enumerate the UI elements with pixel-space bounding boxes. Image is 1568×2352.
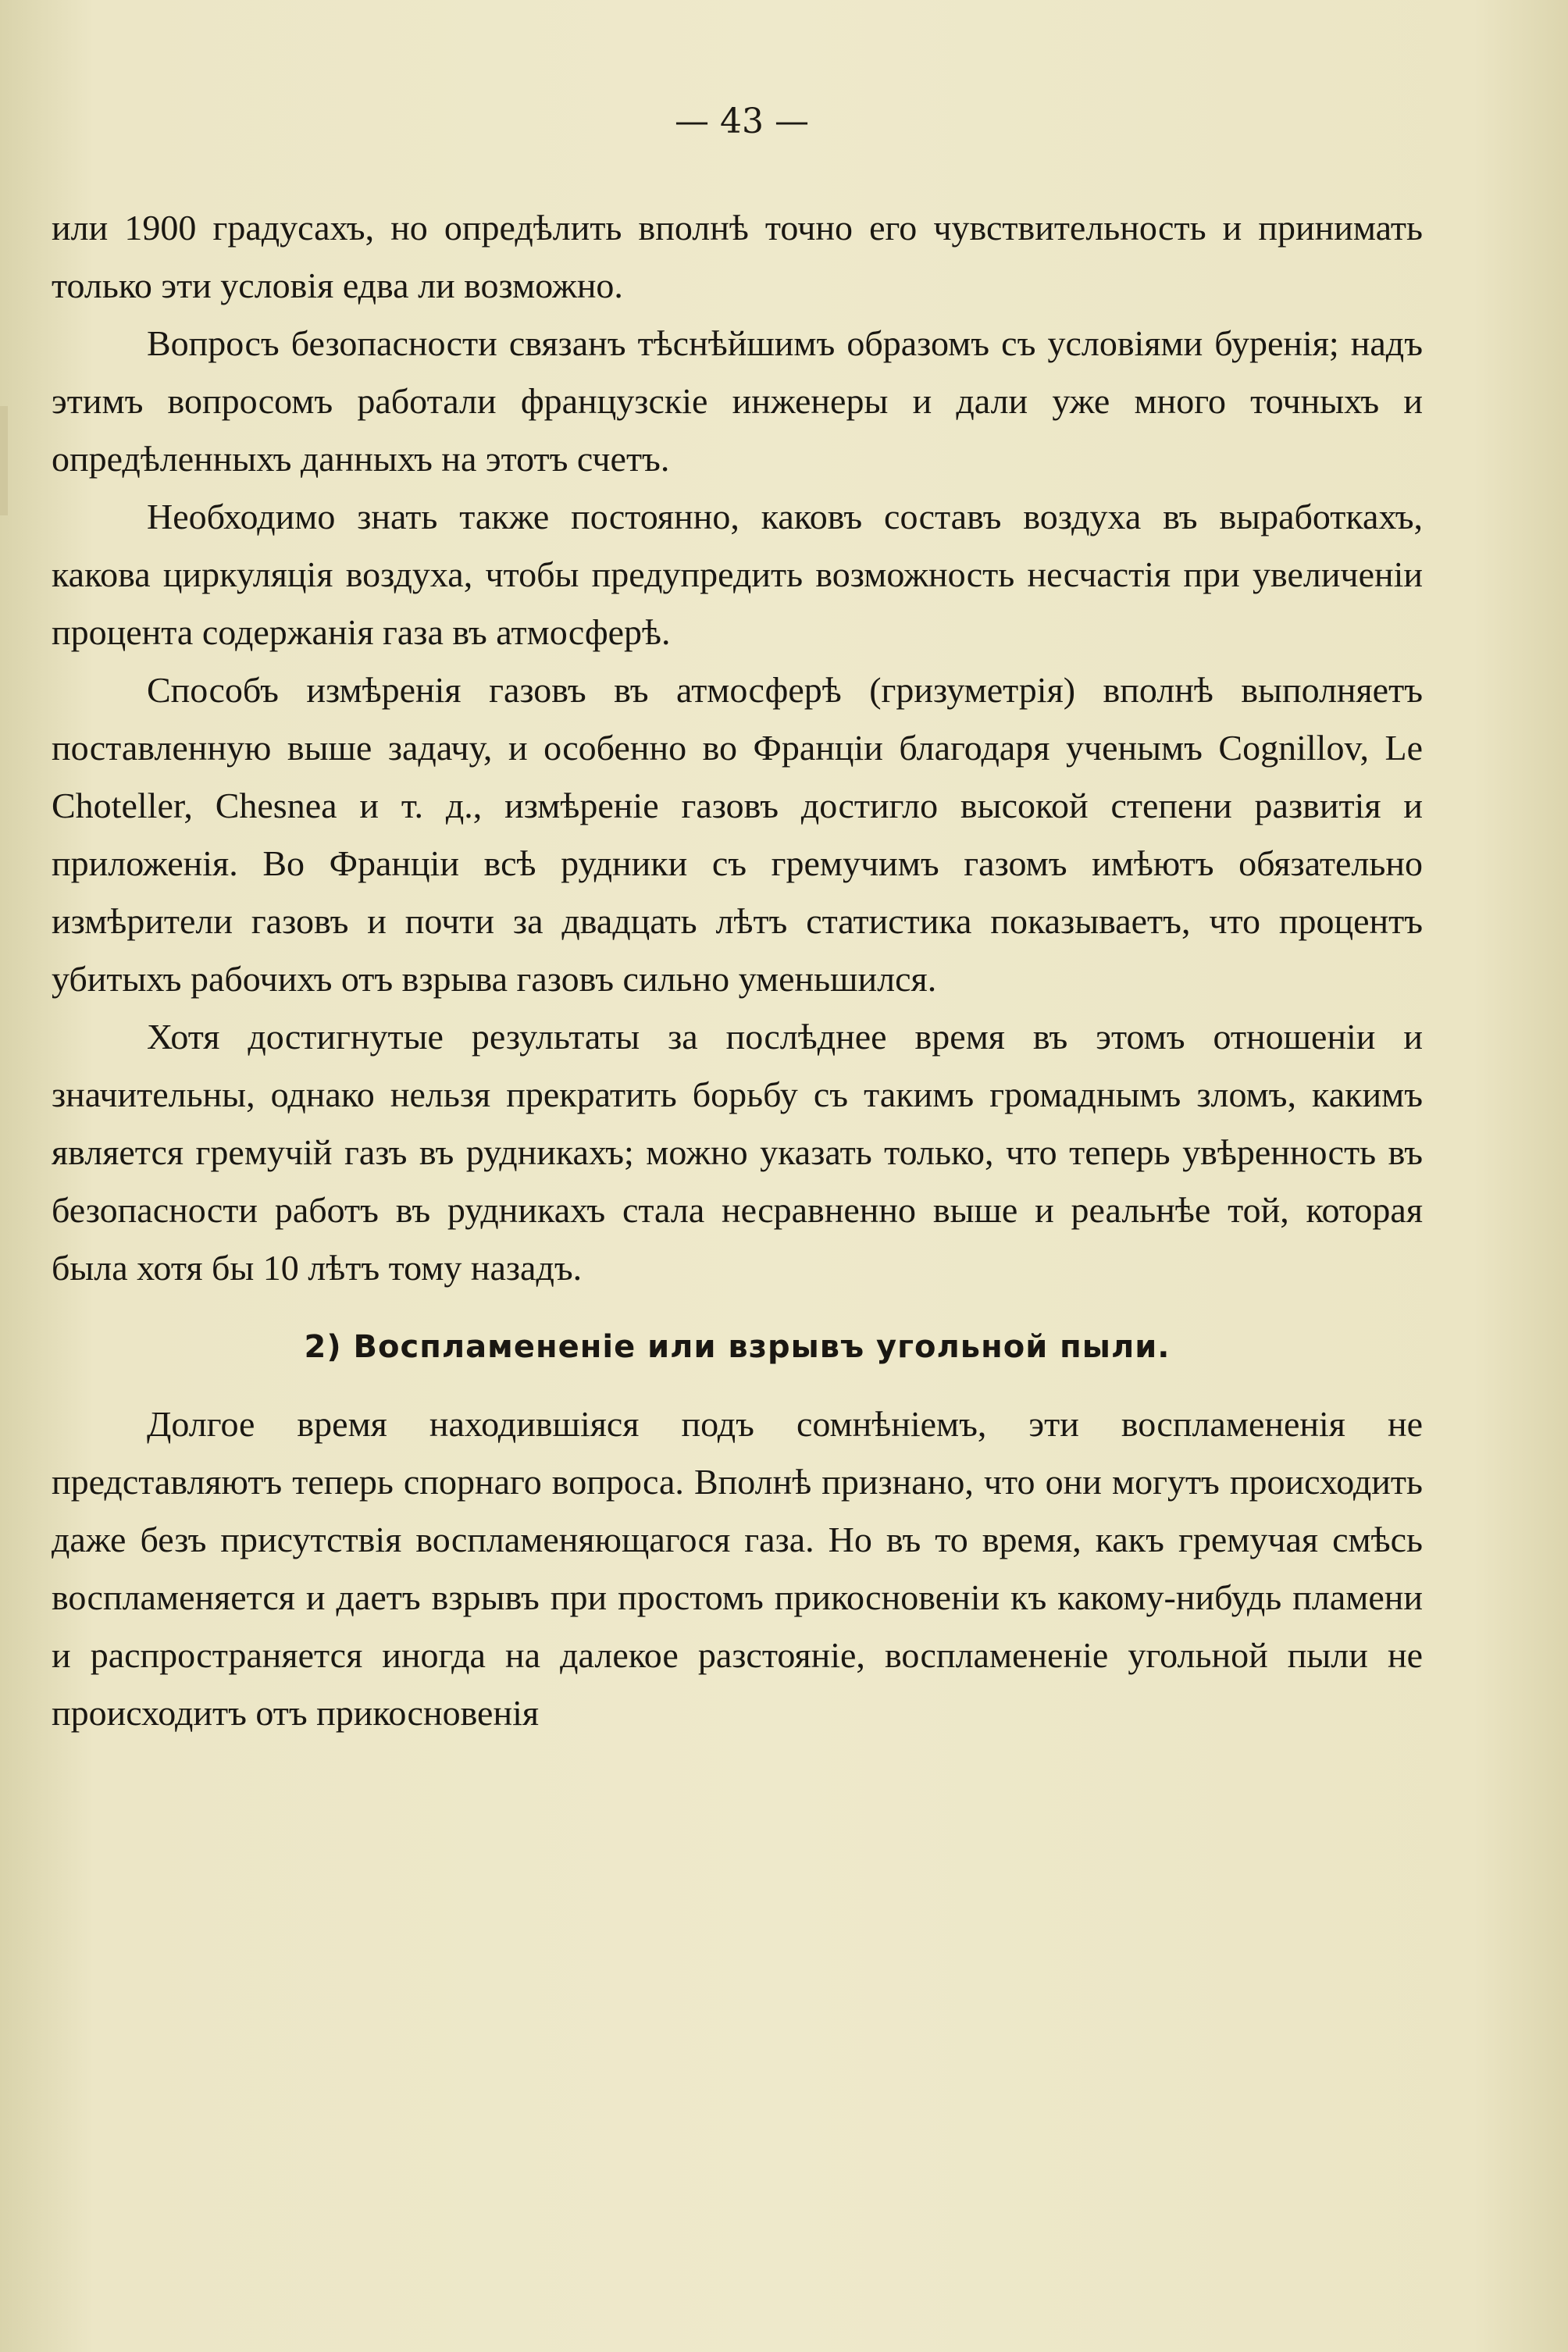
paragraph-2: Вопросъ безопасности связанъ тѣснѣйшимъ образомъ съ условіями буренія; надъ этимъ вопросомъ работали французскіе инженеры и дали уже много точныхъ и опредѣленныхъ данныхъ на этотъ счетъ. (52, 323, 1423, 479)
page-edge-shadow (0, 406, 8, 515)
paragraph-5: Хотя достигнутые результаты за послѣднее время въ этомъ отношеніи и значительны, однако нельзя прекратить борьбу съ такимъ громаднымъ зломъ, какимъ является гремучій газъ въ рудникахъ; можно указать только, что теперь увѣренность въ безопасности работъ въ рудникахъ стала несравненно выше и реальнѣе той, которая была хотя бы 10 лѣтъ тому назадъ. (52, 1017, 1423, 1288)
page-number: — 43 — (675, 102, 809, 141)
body-text (52, 199, 1423, 1742)
paragraph-1: или 1900 градусахъ, но опредѣлить вполнѣ точно его чувствительность и принимать только эти условія едва ли возможно. (52, 208, 1423, 305)
paragraph-6: Долгое время находившіяся подъ сомнѣніемъ, эти воспламененія не представляютъ теперь спорнаго вопроса. Вполнѣ признано, что они могутъ происходить даже безъ присутствія воспламеняющагося газа. Но въ то время, какъ гремучая смѣсь воспламеняется и даетъ взрывъ при простомъ прикосновеніи къ какому-нибудь пламени и распространяется иногда на далекое разстояніе, воспламененіе угольной пыли не происходитъ отъ прикосновенія (52, 1404, 1423, 1733)
paragraph-4: Способъ измѣренія газовъ въ атмосферѣ (гризуметрія) вполнѣ выполняетъ поставленную выше задачу, и особенно во Франціи благодаря ученымъ Cognillov, Le Choteller, Chesnea и т. д., измѣреніе газовъ достигло высокой степени развитія и приложенія. Во Франціи всѣ рудники съ гремучимъ газомъ имѣютъ обязательно измѣрители газовъ и почти за двадцать лѣтъ статистика показываетъ, что процентъ убитыхъ рабочихъ отъ взрыва газовъ сильно уменьшился. (52, 670, 1423, 999)
section-heading: 2) Воспламененіе или взрывъ угольной пыли. (304, 1329, 1171, 1365)
paragraph-3: Необходимо знать также постоянно, каковъ составъ воздуха въ выработкахъ, какова циркуляція воздуха, чтобы предупредить возможность несчастія при увеличеніи процента содержанія газа въ атмосферѣ. (52, 497, 1423, 652)
